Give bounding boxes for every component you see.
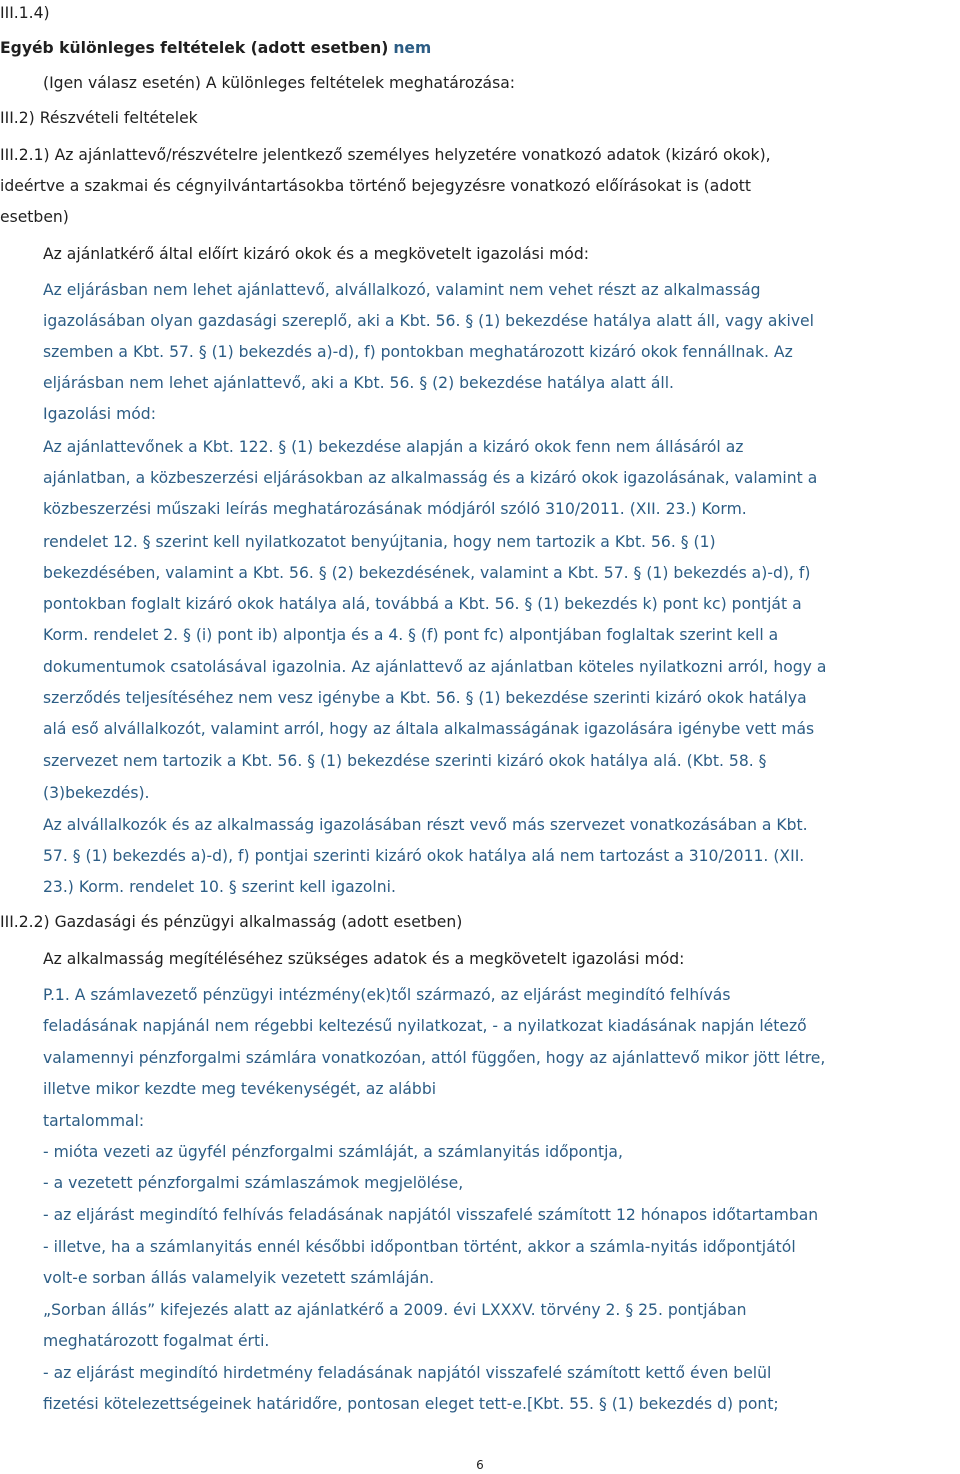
exclusion-line: eljárásban nem lehet ajánlattevő, aki a Kbt. 56. § (2) bekezdése hatálya alatt áll. [43, 374, 675, 392]
exclusion-line: bekezdésében, valamint a Kbt. 56. § (2) bekezdésének, valamint a Kbt. 57. § (1) bekezdés a)-d), f) [43, 564, 811, 582]
s222-line: valamennyi pénzforgalmi számlára vonatkozóan, attól függően, hogy az ajánlattevő mikor jött létre, [43, 1049, 826, 1067]
s222-line: illetve mikor kezdte meg tevékenységét, az alábbi [43, 1080, 437, 1098]
s221-heading-line: ideértve a szakmai és cégnyilvántartásokba történő bejegyzésre vonatkozó előírásokat is (adott [0, 177, 751, 195]
exclusion-line: pontokban foglalt kizáró okok hatálya alá, továbbá a Kbt. 56. § (1) bekezdés k) pont kc) pontját a [43, 595, 802, 613]
s222-sub-heading: Az alkalmasság megítéléséhez szükséges adatok és a megkövetelt igazolási mód: [43, 950, 685, 968]
exclusion-line: Az alvállalkozók és az alkalmasság igazolásában részt vevő más szervezet vonatkozásában a Kbt. [43, 816, 808, 834]
special-conditions-label: Egyéb különleges feltételek (adott esetben) [0, 39, 389, 57]
s222-line: feladásának napjánál nem régebbi keltezésű nyilatkozat, - a nyilatkozat kiadásának napján létező [43, 1017, 807, 1035]
exclusion-line: szemben a Kbt. 57. § (1) bekezdés a)-d), f) pontokban meghatározott kizáró okok fennállnak. Az [43, 343, 793, 361]
s222-line: P.1. A számlavezető pénzügyi intézmény(ek)től származó, az eljárást megindító felhívás [43, 986, 731, 1004]
s222-heading: III.2.2) Gazdasági és pénzügyi alkalmasság (adott esetben) [0, 913, 463, 931]
s222-line: tartalommal: [43, 1112, 145, 1130]
s221-heading-line: III.2.1) Az ajánlattevő/részvételre jelentkező személyes helyzetére vonatkozó adatok (kizáró okok), [0, 146, 771, 164]
s222-line: - az eljárást megindító hirdetmény feladásának napjától visszafelé számított kettő éven belül [43, 1364, 772, 1382]
s221-heading-line: esetben) [0, 208, 69, 226]
s222-line: - az eljárást megindító felhívás feladásának napjától visszafelé számított 12 hónapos időtartamban [43, 1206, 819, 1224]
exclusion-line: dokumentumok csatolásával igazolnia. Az ajánlattevő az ajánlatban köteles nyilatkozni arról, hogy a [43, 658, 827, 676]
s222-line: volt-e sorban állás valamelyik vezetett számláján. [43, 1269, 435, 1287]
exclusion-line: Korm. rendelet 2. § (i) pont ib) alpontja és a 4. § (f) pont fc) alpontjában foglaltak szerint kell a [43, 626, 779, 644]
s222-line: - a vezetett pénzforgalmi számlaszámok megjelölése, [43, 1174, 464, 1192]
s222-line: - illetve, ha a számlanyitás ennél későbbi időpontban történt, akkor a számla-nyitás időpontjától [43, 1238, 796, 1256]
exclusion-line: rendelet 12. § szerint kell nyilatkozatot benyújtania, hogy nem tartozik a Kbt. 56. § (1) [43, 533, 716, 551]
participation-heading: III.2) Részvételi feltételek [0, 109, 198, 127]
exclusion-line: (3)bekezdés). [43, 784, 150, 802]
exclusion-line: 23.) Korm. rendelet 10. § szerint kell igazolni. [43, 878, 396, 896]
section-number: III.1.4) [0, 4, 50, 22]
s222-line: „Sorban állás” kifejezés alatt az ajánlatkérő a 2009. évi LXXXV. törvény 2. § 25. pontjában [43, 1301, 747, 1319]
exclusion-line: alá eső alvállalkozót, valamint arról, hogy az általa alkalmasságának igazolására igénybe vett más [43, 720, 815, 738]
exclusion-line: ajánlatban, a közbeszerzési eljárásokban az alkalmasság és a kizáró okok igazolásának, valamint a [43, 469, 818, 487]
page-number: 6 [476, 1458, 484, 1472]
s222-line: meghatározott fogalmat érti. [43, 1332, 270, 1350]
exclusion-line: Az eljárásban nem lehet ajánlattevő, alvállalkozó, valamint nem vehet részt az alkalmasság [43, 281, 761, 299]
s222-line: fizetési kötelezettségeinek határidőre, pontosan eleget tett-e.[Kbt. 55. § (1) bekezdés d) pont; [43, 1395, 779, 1413]
exclusion-line: közbeszerzési műszaki leírás meghatározásának módjáról szóló 310/2011. (XII. 23.) Korm. [43, 500, 747, 518]
special-conditions-sub-label: (Igen válasz esetén) A különleges feltételek meghatározása: [43, 74, 516, 92]
exclusion-line: igazolásában olyan gazdasági szereplő, aki a Kbt. 56. § (1) bekezdése hatálya alatt áll, vagy akivel [43, 312, 814, 330]
s221-sub-heading: Az ajánlatkérő által előírt kizáró okok és a megkövetelt igazolási mód: [43, 245, 589, 263]
special-conditions-row [0, 37, 431, 59]
exclusion-line: Az ajánlattevőnek a Kbt. 122. § (1) bekezdése alapján a kizáró okok fenn nem állásáról az [43, 438, 744, 456]
exclusion-line: szerződés teljesítéséhez nem vesz igénybe a Kbt. 56. § (1) bekezdése szerinti kizáró okok hatálya [43, 689, 807, 707]
s222-line: - mióta vezeti az ügyfél pénzforgalmi számláját, a számlanyitás időpontja, [43, 1143, 623, 1161]
exclusion-line: Igazolási mód: [43, 405, 156, 423]
special-conditions-value: nem [393, 39, 432, 57]
exclusion-line: 57. § (1) bekezdés a)-d), f) pontjai szerinti kizáró okok hatálya alá nem tartozást a 310/2011. (XII. [43, 847, 805, 865]
exclusion-line: szervezet nem tartozik a Kbt. 56. § (1) bekezdése szerinti kizáró okok hatálya alá. (Kbt. 58. § [43, 752, 767, 770]
